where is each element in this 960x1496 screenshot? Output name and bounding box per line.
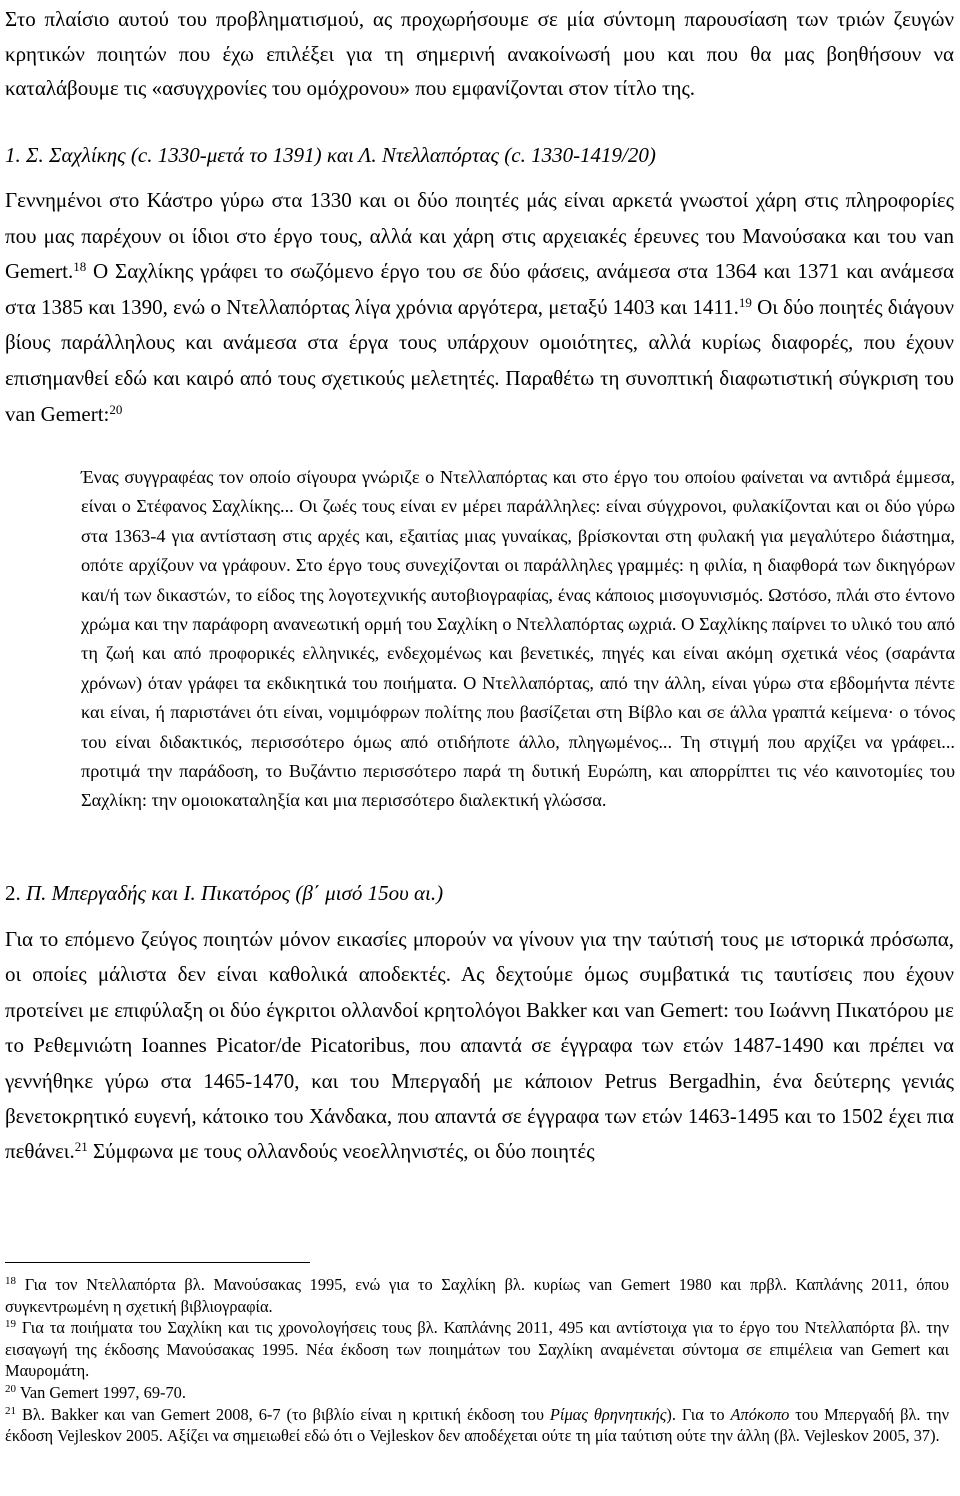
section-1-text-c: Οι δύο ποιητές διάγουν βίους παράλληλους και ανάμεσα στα έργα τους υπάρχουν ομοιότητες, αλλά κυρίως διαφορές, που έχουν επισημανθεί εδώ και καιρό από τους σχετικούς μελετητές. Παραθέτω τη συνοπτική διαφωτιστική σύγκριση του van Gemert: (5, 294, 955, 426)
footnote-text: Van Gemert 1997, 69-70. (19, 1382, 186, 1402)
footnote-number: 19 (5, 1318, 16, 1331)
footnote-title-apokopos: Απόκοπο (730, 1404, 790, 1424)
section-2-title: Π. Μπεργαδής και Ι. Πικατόρος (β΄ μισό 15ου αι.) (26, 881, 444, 905)
footnote-ref-21[interactable]: 21 (74, 1139, 88, 1155)
section-2-paragraph (0, 922, 960, 1170)
footnote-number: 18 (5, 1275, 16, 1287)
footnote-text-c: του Μπεργαδή βλ. την έκδοση Vejleskov 2005. Αξίζει να σημειωθεί εδώ ότι ο Vejleskov δεν αποδέχεται ούτε τη μία ταύτιση ούτε την άλλη (βλ. Vejleskov 2005, 37). (5, 1404, 950, 1446)
section-1-text-a: Γεννημένοι στο Κάστρο γύρω στα 1330 και οι δύο ποιητές μάς είναι αρκετά γνωστοί χάρη στις πληροφορίες που μας παρέχουν οι ίδιοι στο έργο τους, αλλά και χάρη στις αρχειακές έρευνες του Μανούσακα και του van Gemert. (5, 188, 954, 284)
footnote-ref-19[interactable]: 19 (738, 294, 752, 310)
section-2-text-b: Σύμφωνα με τους ολλανδούς νεοελληνιστές, οι δύο ποιητές (87, 1139, 595, 1164)
footnote-text-a: Βλ. Bakker και van Gemert 2008, 6-7 (το βιβλίο είναι η κριτική έκδοση του (21, 1404, 550, 1424)
section-1-heading: 1. Σ. Σαχλίκης (c. 1330-μετά το 1391) και Λ. Ντελλαπόρτας (c. 1330-1419/20) (5, 143, 656, 167)
footnote-text-b: ). Για το (666, 1404, 731, 1424)
footnote-number: 20 (5, 1382, 16, 1395)
footnote-20 (5, 1382, 949, 1404)
section-1-paragraph (0, 183, 960, 432)
footnote-text: Για τα ποιήματα του Σαχλίκη και τις χρονολογήσεις τους βλ. Καπλάνης 2011, 495 και αντίστοιχα για το έργο του Ντελλαπόρτα βλ. την εισαγωγή της έκδοσης Μανούσακας 1995. Νέα έκδοση των ποιημάτων του Σαχλίκη αναμένεται σύντομα σε επιμέλεια van Gemert και Μαυρομάτη. (5, 1318, 950, 1381)
footnote-text: Για τον Ντελλαπόρτα βλ. Μανούσακας 1995, ενώ για το Σαχλίκη βλ. κυρίως van Gemert 1980 και πρβλ. Καπλάνης 2011, όπου συγκεντρωμένη η σχετική βιβλιογραφία. (5, 1275, 949, 1316)
footnote-divider (5, 1262, 310, 1263)
footnote-number: 21 (5, 1404, 16, 1417)
section-2-text-a: Για το επόμενο ζεύγος ποιητών μόνον εικασίες μπορούν να γίνουν για την ταύτισή τους με ιστορικά πρόσωπα, οι οποίες μάλιστα δεν είναι καθολικά αποδεκτές. Ας δεχτούμε όμως συμβατικά τις ταυτίσεις που έχουν προτείνει με επιφύλαξη οι δύο έγκριτοι ολλανδοί κρητολόγοι Bakker και van Gemert: του Ιωάννη Πικατόρου με το Ρεθεμνιώτη Ioannes Picator/de Picatoribus, που απαντά σε έγγραφα των ετών 1487-1490 και πρέπει να γεννήθηκε γύρω στα 1465-1470, και του Μπεργαδή με κάποιον Petrus Bergadhin, ένα δεύτερης γενιάς βενετοκρητικό ευγενή, κάτοικο του Χάνδακα, που απαντά σε έγγραφα των ετών 1463-1495 και το 1502 έχει πια πεθάνει. (5, 927, 954, 1164)
section-1-text-b: Ο Σαχλίκης γράφει το σωζόμενο έργο του σε δύο φάσεις, ανάμεσα στα 1364 και 1371 και ανάμεσα στα 1385 και 1390, ενώ ο Ντελλαπόρτας λίγα χρόνια αργότερα, μεταξύ 1403 και 1411. (5, 259, 954, 319)
footnote-21 (5, 1404, 949, 1447)
intro-paragraph: Στο πλαίσιο αυτού του προβληματισμού, ας προχωρήσουμε σε μία σύντομη παρουσίαση των τριών ζευγών κρητικών ποιητών που έχω επιλέξει για τη σημερινή ανακοίνωσή μου και που θα μας βοηθήσουν να καταλάβουμε τις «ασυγχρονίες του ομόχρονου» που εμφανίζονται στον τίτλο της. (5, 7, 954, 100)
footnote-19 (5, 1317, 949, 1382)
block-quote: Ένας συγγραφέας τον οποίο σίγουρα γνώριζε ο Ντελλαπόρτας και στο έργο του οποίου φαίνεται να αντιδρά έμμεσα, είναι ο Στέφανος Σαχλίκης... Οι ζωές τους είναι εν μέρει παράλληλες: είναι σύγχρονοι, φυλακίζονται και οι δύο γύρω στα 1363-4 για αντίσταση στις αρχές και, εξαιτίας μιας γυναίκας, βρίσκονται στη φυλακή για μεγαλύτερο διάστημα, οπότε αρχίζουν να γράφουν. Στο έργο τους συνεχίζονται οι παράλληλες γραμμές: η φιλία, η διαφθορά των δικηγόρων και/ή των δικαστών, το είδος της λογοτεχνικής αυτοβιογραφίας, ένας κάποιος μισογυνισμός. Ωστόσο, πλάι στο έντονο χρώμα και την παράφορη ανανεωτική ορμή του Σαχλίκη ο Ντελλαπόρτας ωχριά. Ο Σαχλίκης παίρνει το υλικό του από τη ζωή και από προφορικές ελληνικές, ενδεχομένως και βενετικές, πηγές και είναι ακόμη σχετικά νέος (σαράντα χρόνων) όταν γράφει τα εκδικητικά του ποιήματα. Ο Ντελλαπόρτας, από την άλλη, είναι γύρω στα εβδομήντα πέντε και είναι, ή παριστάνει ότι είναι, νομιμόφρων πολίτης που βασίζεται στη Βίβλο και σε άλλα γραπτά κείμενα· ο τόνος του είναι διδακτικός, περισσότερο όμως από οτιδήποτε άλλο, πληγωμένος... Τη στιγμή που αρχίζει να γράφει... προτιμά την παράδοση, το Βυζάντιο περισσότερο παρά τη δυτική Ευρώπη, και απορρίπτει τις νέο καινοτομίες του Σαχλίκη: την ομοιοκαταληξία και μια περισσότερο διαλεκτική γλώσσα. (81, 467, 955, 811)
footnote-ref-20[interactable]: 20 (109, 401, 123, 417)
footnotes (5, 1274, 949, 1447)
footnote-ref-18[interactable]: 18 (73, 259, 87, 275)
section-2-heading (5, 876, 443, 911)
footnote-18 (5, 1274, 949, 1317)
section-2-number: 2. (5, 881, 21, 905)
footnote-title-rimas: Ρίμας θρηνητικής (549, 1404, 667, 1424)
